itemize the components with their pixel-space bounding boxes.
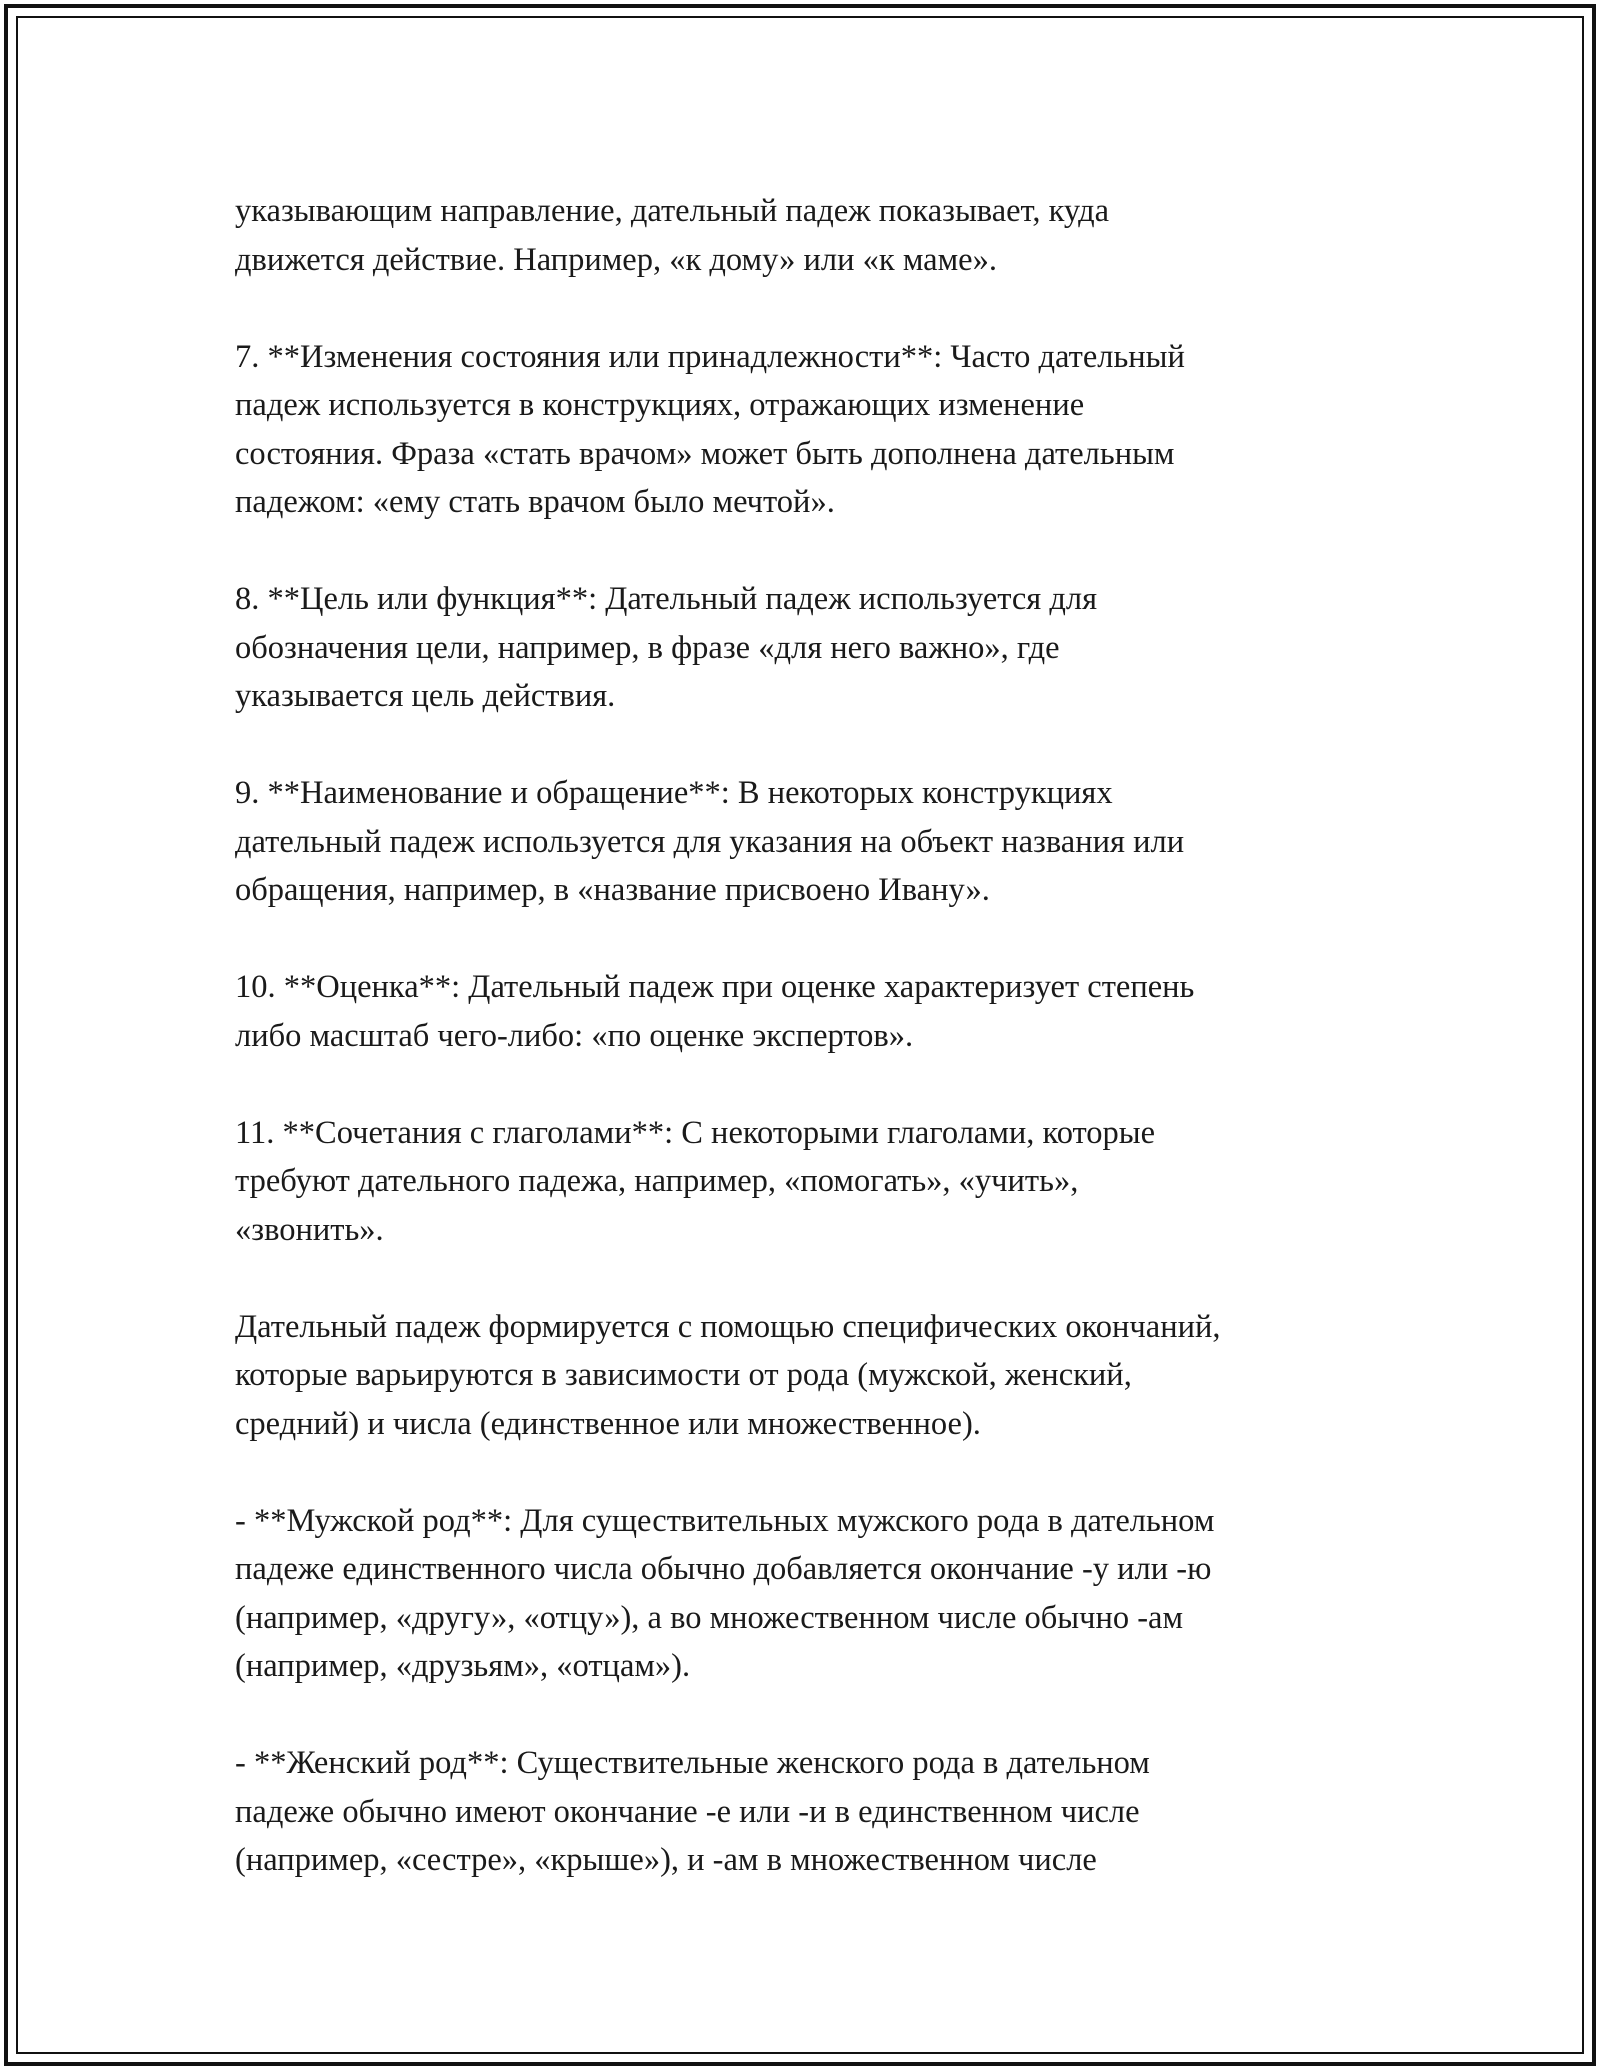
text-line: падежом: «ему стать врачом было мечтой». [235, 484, 835, 520]
text-line: состояния. Фраза «стать врачом» может быть дополнена дательным [235, 435, 1175, 472]
text-line: (например, «сестре», «крыше»), и -ам в множественном числе [235, 1842, 1097, 1878]
paragraph-endings-intro [235, 1303, 1385, 1449]
text-line: указывающим направление, дательный падеж показывает, куда [235, 193, 1110, 229]
text-line: средний) и числа (единственное или множественное). [235, 1405, 981, 1442]
text-line: 10. **Оценка**: Дательный падеж при оценке характеризует степень [235, 969, 1195, 1005]
text-line: обращения, например, в «название присвоено Ивану». [235, 872, 990, 908]
text-line: Дательный падеж формируется с помощью специфических окончаний, [235, 1308, 1221, 1345]
text-line: либо масштаб чего-либо: «по оценке экспертов». [235, 1017, 914, 1054]
text-line: движется действие. Например, «к дому» или «к маме». [235, 241, 997, 278]
text-line: падеже обычно имеют окончание -е или -и в единственном числе [235, 1793, 1140, 1830]
text-line: (например, «друзьям», «отцам»). [235, 1648, 691, 1684]
text-line: 11. **Сочетания с глаголами**: С некоторыми глаголами, которые [235, 1114, 1156, 1151]
text-line: падеже единственного числа обычно добавляется окончание -у или -ю [235, 1551, 1212, 1587]
text-line: требуют дательного падежа, например, «помогать», «учить», [235, 1163, 1079, 1199]
document-body [235, 187, 1385, 1933]
text-line: указывается цель действия. [235, 678, 616, 714]
text-line: «звонить». [235, 1211, 384, 1248]
text-line: обозначения цели, например, в фразе «для него важно», где [235, 629, 1060, 666]
text-line: которые варьируются в зависимости от рода (мужской, женский, [235, 1357, 1132, 1393]
paragraph-item-7 [235, 333, 1385, 527]
text-line: падеж используется в конструкциях, отражающих изменение [235, 387, 1085, 423]
text-line: дательный падеж используется для указания на объект названия или [235, 823, 1185, 860]
paragraph-item-8 [235, 575, 1385, 721]
paragraph-feminine [235, 1739, 1385, 1885]
paragraph-direction [235, 187, 1385, 284]
text-line: - **Мужской род**: Для существительных мужского рода в дательном [235, 1502, 1215, 1539]
text-line: (например, «другу», «отцу»), а во множественном числе обычно -ам [235, 1599, 1184, 1636]
paragraph-item-10 [235, 963, 1385, 1060]
paragraph-item-11 [235, 1109, 1385, 1255]
text-line: - **Женский род**: Существительные женского рода в дательном [235, 1745, 1150, 1781]
text-line: 9. **Наименование и обращение**: В некоторых конструкциях [235, 775, 1113, 811]
paragraph-item-9 [235, 769, 1385, 915]
paragraph-masculine [235, 1497, 1385, 1691]
text-line: 8. **Цель или функция**: Дательный падеж используется для [235, 581, 1098, 617]
text-line: 7. **Изменения состояния или принадлежности**: Часто дательный [235, 338, 1185, 375]
